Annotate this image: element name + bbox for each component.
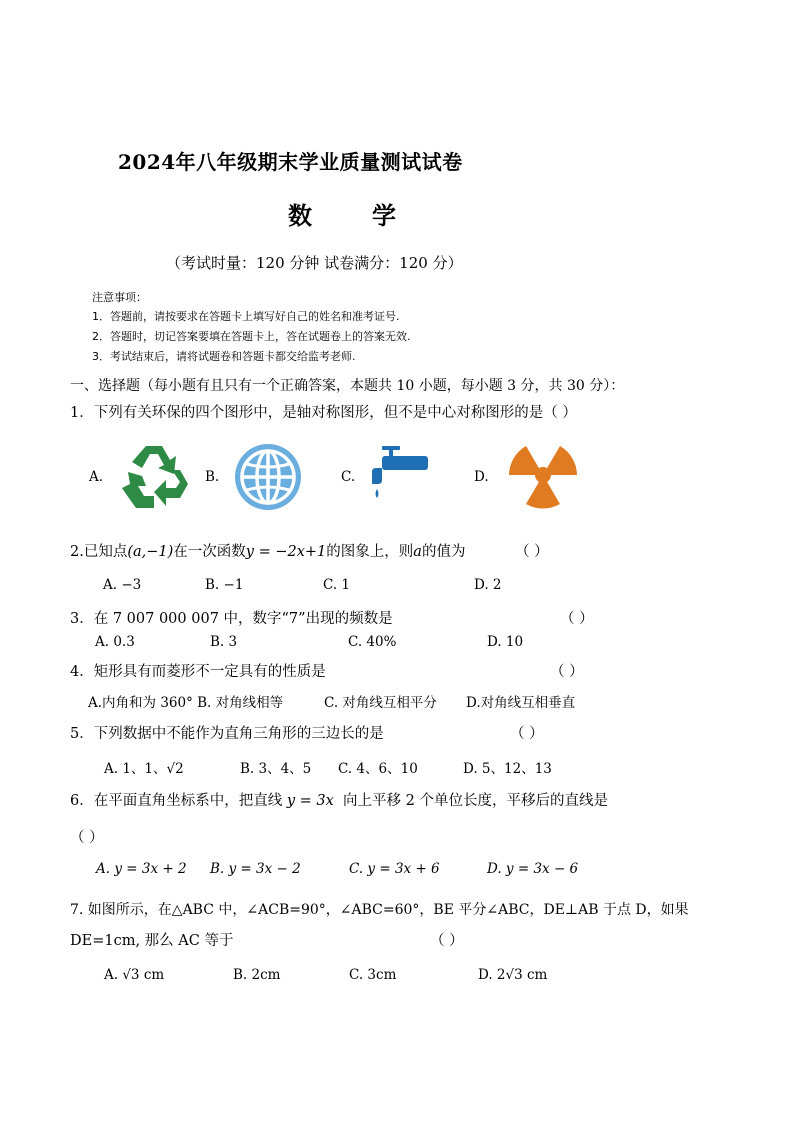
q2-function: y = −2x+1 [245,544,327,560]
q6-option-a: A. y = 3x + 2 [96,861,187,877]
q3-answer-paren: （ ） [560,611,594,627]
q4-option-ab: A.内角和为 360° B. 对角线相等 [88,695,284,711]
q6-function: y = 3x [286,793,334,809]
q2-part4: 的值为 [421,544,466,560]
q4-option-c: C. 对角线互相平分 [324,695,437,711]
q2-option-b: B. −1 [205,577,244,593]
q6-answer-paren: （ ） [70,830,104,846]
section-heading: 一、选择题（每小题有且只有一个正确答案，本题共 10 小题，每小题 3 分，共 30 分）： [70,378,625,394]
exam-title: 2024年八年级期末学业质量测试试卷 [118,150,463,174]
q2-answer-paren: （ ） [515,544,549,560]
question-7-line1: 7. 如图所示，在△ABC 中，∠ACB=90°，∠ABC=60°，BE 平分∠ABC，DE⊥AB 于点 D，如果 [70,902,689,918]
question-5-text: 5．下列数据中不能作为直角三角形的三边长的是 [70,726,384,742]
q3-option-c: C. 40% [348,634,397,650]
globe-icon [231,440,305,514]
q7-option-b: B. 2cm [233,967,281,983]
notes-item: 1．答题前，请按要求在答题卡上填写好自己的姓名和准考证号. [92,310,400,323]
q3-option-b: B. 3 [210,634,238,650]
q2-part1: 2.已知点 [70,544,128,560]
q4-option-d: D.对角线互相垂直 [466,695,576,711]
q1-label-a: A. [89,469,104,485]
q7-option-a: A. √3 cm [104,967,165,983]
q2-option-d: D. 2 [474,577,502,593]
notes-item: 3．考试结束后，请将试题卷和答题卡都交给监考老师. [92,350,356,363]
q1-label-b: B. [205,469,220,485]
water-tap-icon [368,442,434,502]
q5-answer-paren: （ ） [510,726,544,742]
q3-option-d: D. 10 [487,634,524,650]
q7-answer-paren: （ ） [430,933,464,949]
subject-char-2: 学 [372,201,396,230]
question-2-text [70,540,465,561]
q5-option-a: A. 1、1、√2 [104,761,184,777]
radiation-icon [504,438,582,512]
q2-option-a: A. −3 [103,577,142,593]
notes-item: 2．答题时，切记答案要填在答题卡上，答在试题卷上的答案无效. [92,330,411,343]
q4-answer-paren: （ ） [550,664,584,680]
q2-part2: 在一次函数 [173,544,246,560]
question-1-text: 1．下列有关环保的四个图形中，是轴对称图形，但不是中心对称图形的是（ ） [70,405,577,421]
q5-option-c: C. 4、6、10 [338,761,418,777]
q2-variable: a [413,544,422,560]
q5-option-d: D. 5、12、13 [463,761,552,777]
q6-option-c: C. y = 3x + 6 [349,861,440,877]
q1-label-d: D. [474,469,489,485]
recycle-icon [118,440,196,514]
q5-option-b: B. 3、4、5 [240,761,312,777]
notes-heading: 注意事项： [92,291,147,304]
q6-option-b: B. y = 3x − 2 [210,861,301,877]
q2-part3: 的图象上，则 [326,544,414,560]
q6-option-d: D. y = 3x − 6 [487,861,579,877]
q3-option-a: A. 0.3 [95,634,135,650]
q1-label-c: C. [341,469,356,485]
exam-info: （考试时量：120 分钟 试卷满分：120 分） [166,254,463,272]
subject-title [288,196,396,231]
q6-part1: 6．在平面直角坐标系中，把直线 [70,793,283,809]
question-7-line2: DE=1cm, 那么 AC 等于 [70,933,234,949]
question-6-text [70,789,608,810]
subject-char-1: 数 [288,201,312,230]
q2-option-c: C. 1 [323,577,351,593]
q6-part2: 向上平移 2 个单位长度，平移后的直线是 [343,793,608,809]
q7-option-c: C. 3cm [349,967,397,983]
q7-option-d: D. 2√3 cm [478,967,548,983]
question-3-text: 3．在 7 007 000 007 中，数字“7”出现的频数是 [70,611,393,627]
q2-point: (a,−1) [127,544,174,560]
question-4-text: 4．矩形具有而菱形不一定具有的性质是 [70,664,326,680]
